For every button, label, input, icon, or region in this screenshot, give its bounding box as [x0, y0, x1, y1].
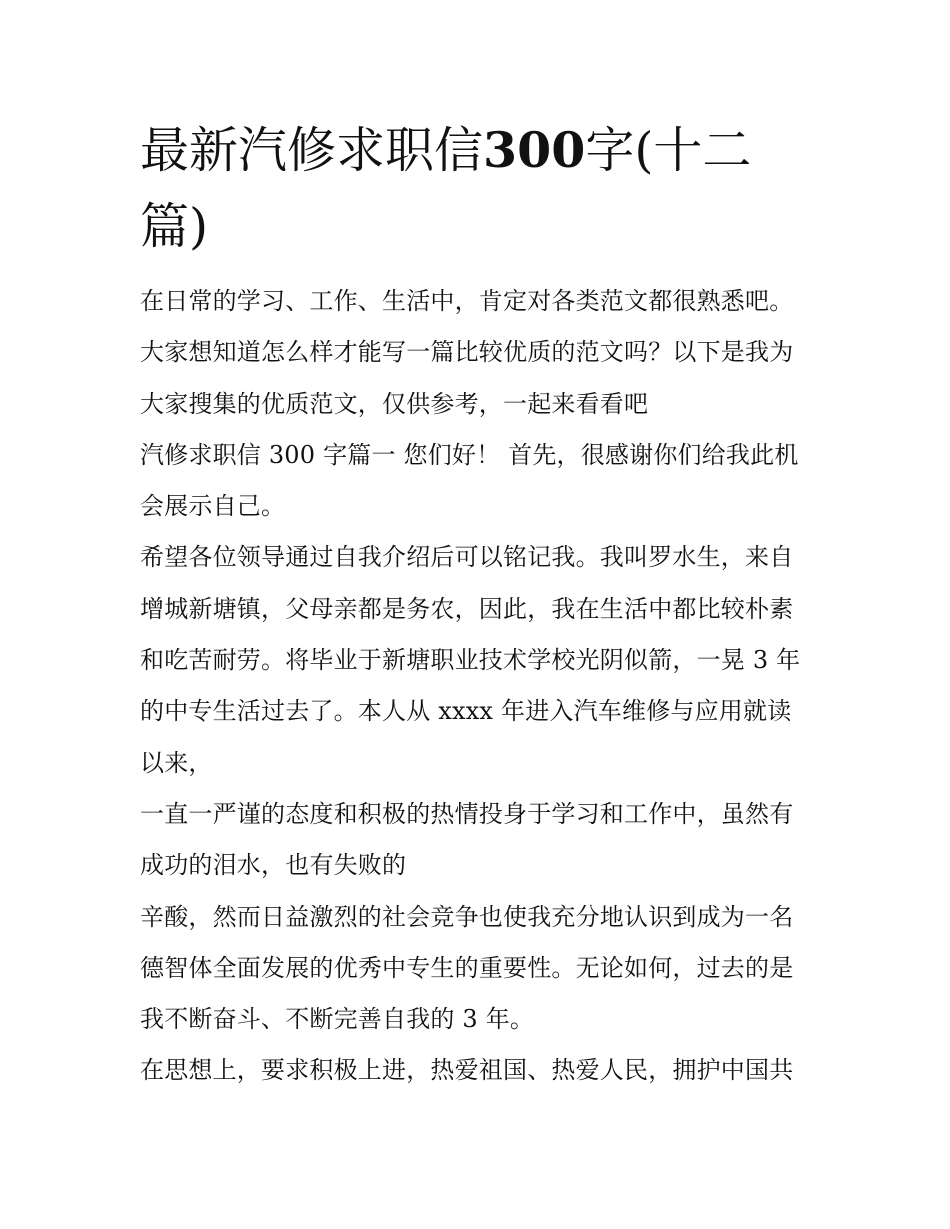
text-line: 希望各位领导通过自我介绍后可以铭记我。我叫罗水生，来自 — [140, 543, 794, 572]
text-line: 会展示自己。 — [140, 492, 286, 521]
title-part-1: 最新汽修求职信 — [140, 122, 484, 179]
document-body — [140, 276, 820, 1097]
text-line: 一直一严谨的态度和积极的热情投身于学习和工作中，虽然有 — [140, 799, 794, 828]
text-line: 辛酸，然而日益激烈的社会竞争也使我充分地认识到成为一名 — [140, 902, 794, 931]
text-line: 在日常的学习、工作、生活中，肯定对各类范文都很熟悉吧。 — [140, 287, 794, 315]
text-line: 大家搜集的优质范文，仅供参考，一起来看看吧 — [140, 389, 649, 418]
text-line: 以来， — [140, 748, 213, 777]
text-line: 增城新塘镇，父母亲都是务农，因此，我在生活中都比较朴素 — [140, 594, 794, 623]
text-line: 汽修求职信 300 字篇一 您们好！ 首先，很感谢你们给我此机 — [140, 440, 799, 469]
text-line: 和吃苦耐劳。将毕业于新塘职业技术学校光阴似箭，一晃 3 年 — [140, 646, 801, 675]
title-number: 300 — [483, 121, 586, 179]
title-part-2: 字(十二 — [585, 122, 752, 179]
text-line: 在思想上，要求积极上进，热爱祖国、热爱人民，拥护中国共 — [140, 1056, 794, 1085]
text-line: 大家想知道怎么样才能写一篇比较优质的范文吗？以下是我为 — [140, 338, 794, 367]
title-line-2: 篇) — [140, 198, 209, 255]
text-line: 的中专生活过去了。本人从 xxxx 年进入汽车维修与应用就读 — [140, 697, 792, 726]
text-line: 德智体全面发展的优秀中专生的重要性。无论如何，过去的是 — [140, 953, 794, 982]
text-line: 我不断奋斗、不断完善自我的 3 年。 — [140, 1005, 535, 1034]
text-line: 成功的泪水，也有失败的 — [140, 851, 407, 880]
page-title — [140, 112, 820, 265]
